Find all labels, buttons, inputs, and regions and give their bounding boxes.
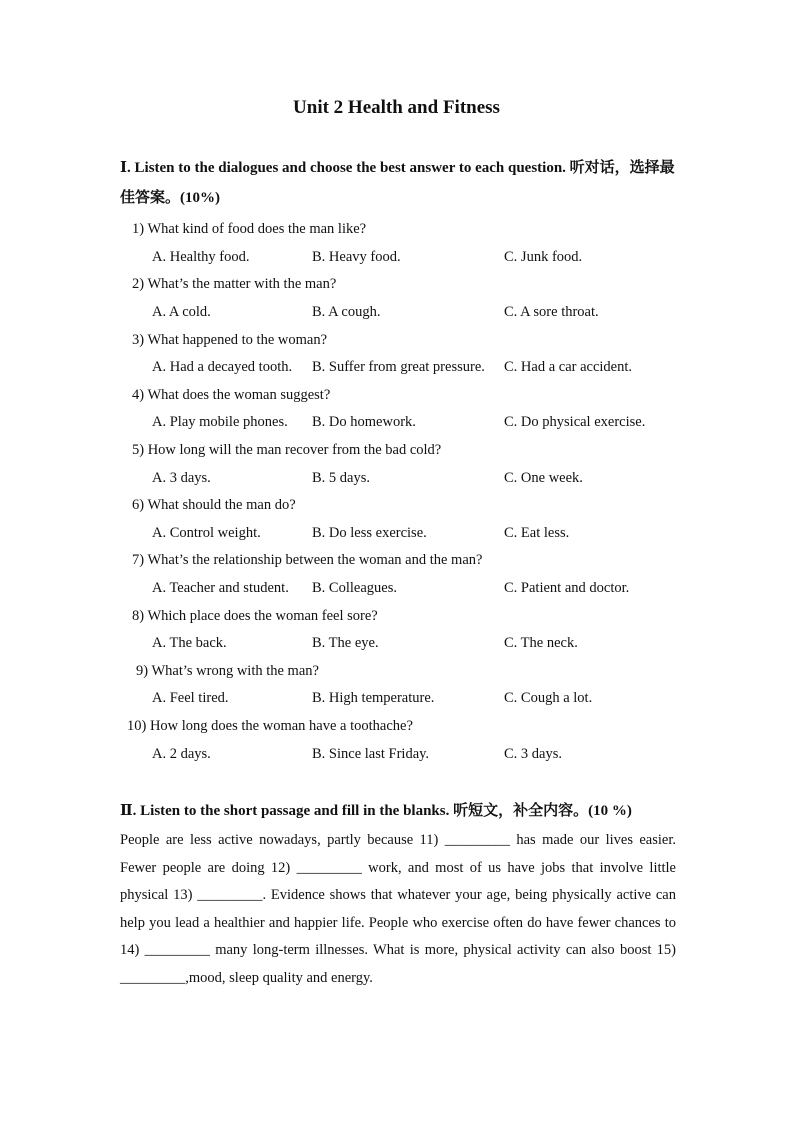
option-3c: C. Had a car accident. (504, 359, 633, 375)
option-8c: C. The neck. (504, 635, 578, 651)
option-5c: C. One week. (504, 470, 583, 486)
option-7b: B. Colleagues. (312, 580, 397, 596)
option-5a: A. 3 days. (152, 470, 211, 486)
question-10: 10) How long does the woman have a toothache? (127, 718, 413, 734)
question-9: 9) What’s wrong with the man? (136, 663, 319, 679)
option-5b: B. 5 days. (312, 470, 370, 486)
option-8a: A. The back. (152, 635, 227, 651)
question-6: 6) What should the man do? (132, 497, 296, 513)
option-6b: B. Do less exercise. (312, 525, 427, 541)
option-4a: A. Play mobile phones. (152, 414, 288, 430)
question-3: 3) What happened to the woman? (132, 332, 328, 348)
option-3b: B. Suffer from great pressure. (312, 359, 485, 375)
option-6c: C. Eat less. (504, 525, 570, 541)
passage-text: People are less active nowadays, partly because 11) _________ has made our lives easier. Fewer people are doing 12) _________ work, and most of us have jobs that involve little physical 13) _________. Evidence shows that whatever your age, being physically active can help you lead a healthier and happier life. People who exercise often do have fewer chances to 14) _________ many long-term illnesses. What is more, physical activity can also boost 15) _________,mood, sleep quality and energy. (120, 832, 676, 986)
option-10a: A. 2 days. (152, 746, 211, 762)
option-3a: A. Had a decayed tooth. (152, 359, 293, 375)
option-2a: A. A cold. (152, 304, 211, 320)
option-8b: B. The eye. (312, 635, 379, 651)
option-10c: C. 3 days. (504, 746, 562, 762)
option-9b: B. High temperature. (312, 690, 435, 706)
section2-heading: Ⅱ. Listen to the short passage and fill in the blanks. 听短文，补全内容。(10 %) (120, 803, 632, 819)
option-2c: C. A sore throat. (504, 304, 599, 320)
question-8: 8) Which place does the woman feel sore? (132, 608, 378, 624)
option-10b: B. Since last Friday. (312, 746, 430, 762)
option-9c: C. Cough a lot. (504, 690, 593, 706)
option-2b: B. A cough. (312, 304, 381, 320)
option-1c: C. Junk food. (504, 249, 583, 265)
question-2: 2) What’s the matter with the man? (132, 276, 337, 292)
question-5: 5) How long will the man recover from the bad cold? (132, 442, 442, 458)
option-4b: B. Do homework. (312, 414, 416, 430)
option-1a: A. Healthy food. (152, 249, 250, 265)
option-9a: A. Feel tired. (152, 690, 229, 706)
page-title: Unit 2 Health and Fitness (293, 97, 500, 118)
option-1b: B. Heavy food. (312, 249, 401, 265)
question-1: 1) What kind of food does the man like? (132, 221, 367, 237)
question-7: 7) What’s the relationship between the woman and the man? (132, 552, 483, 568)
option-7c: C. Patient and doctor. (504, 580, 630, 596)
option-6a: A. Control weight. (152, 525, 261, 541)
option-4c: C. Do physical exercise. (504, 414, 646, 430)
section1-heading: Ⅰ. Listen to the dialogues and choose the best answer to each question. 听对话，选择最佳答案。(10%) (120, 160, 675, 206)
option-7a: A. Teacher and student. (152, 580, 289, 596)
question-4: 4) What does the woman suggest? (132, 387, 331, 403)
